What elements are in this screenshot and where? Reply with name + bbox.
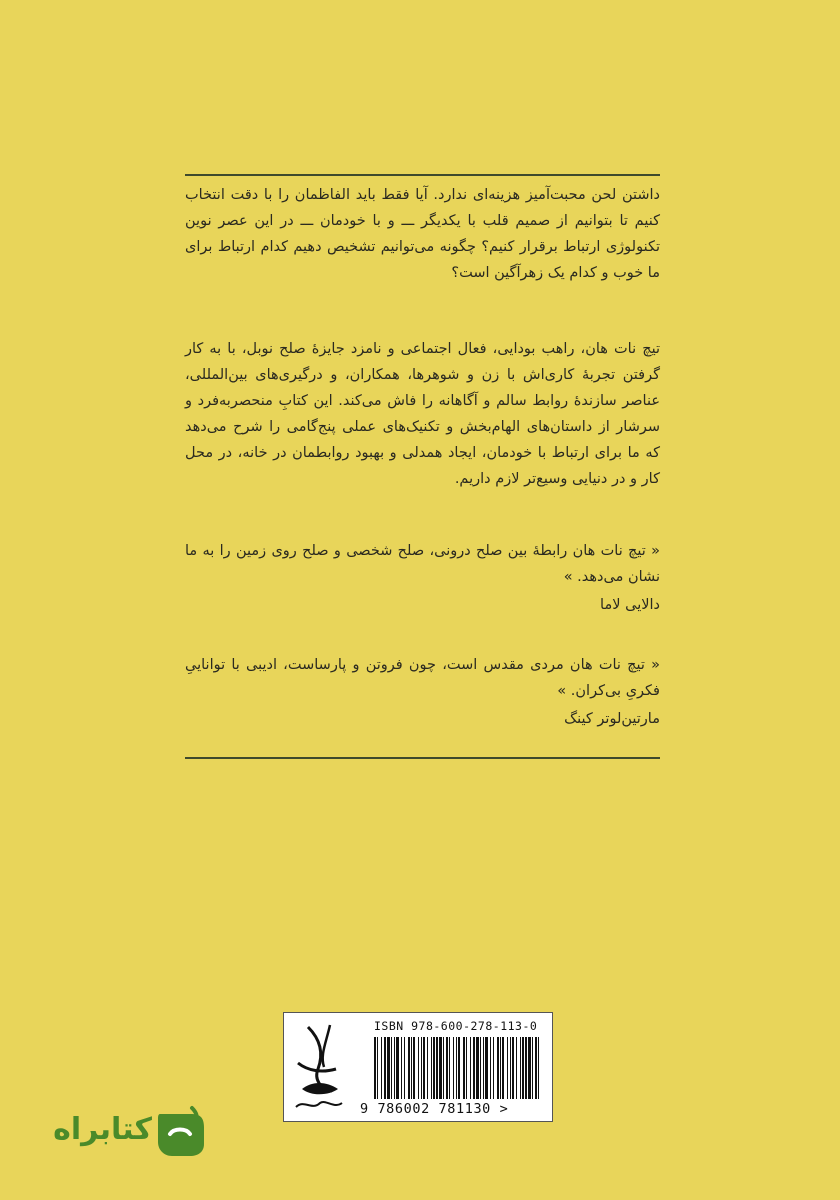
publisher-logo-icon bbox=[290, 1019, 348, 1115]
intro-paragraph bbox=[185, 182, 660, 286]
quote-author: مارتین‌لوتر کینگ bbox=[564, 711, 660, 727]
store-logo-icon bbox=[152, 1104, 208, 1160]
quote-author: دالایی لاما bbox=[600, 597, 660, 613]
quote-text: « تیچ نات هان رابطهٔ بین صلح درونی، صلح شخصی و صلح روی زمین را به ما نشان می‌دهد. » bbox=[185, 543, 660, 585]
bottom-divider bbox=[185, 757, 660, 759]
barcode-panel bbox=[283, 1012, 553, 1122]
isbn-label: ISBN 978-600-278-113-0 bbox=[374, 1019, 538, 1033]
quote-dalai-lama bbox=[185, 538, 660, 618]
paragraph-text: تیچ نات هان، راهب بودایی، فعال اجتماعی و نامزد جایزهٔ صلح نوبل، با به کار گرفتن تجربهٔ کاری‌اش با زن و شوهرها، همکاران، و درگیری‌های بین‌المللی، عناصر سازندهٔ روابط سالم و آگاهانه را فاش می‌کند. این کتابِ منحصربه‌فرد و سرشار از داستان‌های الهام‌بخش و تکنیک‌های عملی پنج‌گامی را شرح می‌دهد که ما برای ارتباط با خودمان، ایجاد همدلی و بهبود روابطمان در خانه، در محل کار و در دنیایی وسیع‌تر لازم داریم. bbox=[185, 341, 660, 487]
top-divider bbox=[185, 174, 660, 176]
paragraph-text: داشتن لحن محبت‌آمیز هزینه‌ای ندارد. آیا فقط باید الفاظمان را با دقت انتخاب کنیم تا بتوانیم از صمیم قلب با یکدیگر ـــ و با خودمان ـــ در این عصر نوین تکنولوژی ارتباط برقرار کنیم؟ چگونه می‌توانیم تشخیص دهیم کدام ارتباط برای ما خوب و کدام یک زهرآگین است؟ bbox=[185, 187, 660, 281]
quote-mlk bbox=[185, 652, 660, 732]
description-paragraph bbox=[185, 336, 660, 492]
quote-text: « تیچ نات هان مردی مقدس است، چون فروتن و پارساست، ادیبی با تواناییِ فکریِ بی‌کران. » bbox=[185, 657, 660, 699]
barcode-digits: 9 786002 781130 > bbox=[360, 1101, 509, 1117]
store-logo-text: کتابراه bbox=[53, 1112, 152, 1147]
barcode-icon bbox=[374, 1037, 544, 1099]
